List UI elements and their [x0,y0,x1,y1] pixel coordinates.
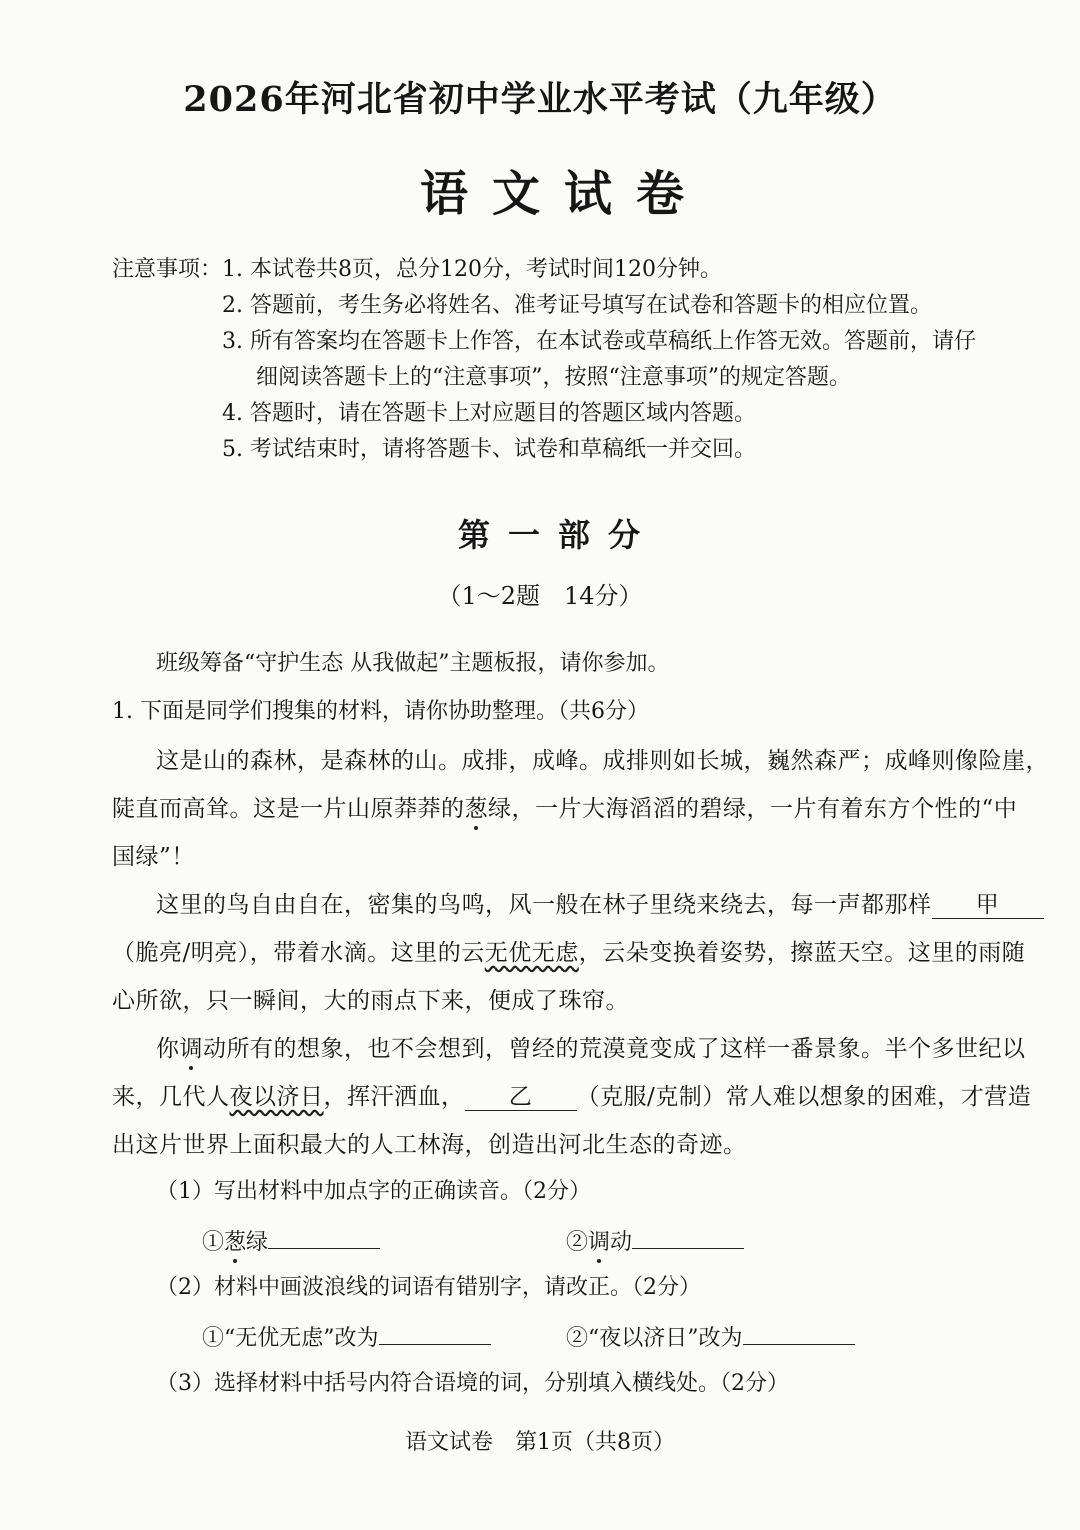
answer-blank[interactable] [743,1318,855,1345]
subquestion-2-stem: （2）材料中画波浪线的词语有错别字，请改正。（2分） [156,1275,701,1300]
blank-yi: 乙 [465,1084,577,1111]
blank-jia: 甲 [932,892,1044,919]
item-label: 绿 [246,1230,269,1255]
question-1-stem: 1. 下面是同学们搜集的材料，请你协助整理。（共6分） [112,699,649,724]
passage-line [156,1030,1026,1063]
subquestion-1-item-a [202,1222,380,1256]
item-number: ② [566,1230,589,1255]
passage-text: 绿，一片大海滔滔的碧绿，一片有着东方个性的“中 [488,796,1018,822]
dotted-char: 葱 [224,1230,247,1255]
passage-line [112,1078,1031,1111]
answer-blank[interactable] [632,1222,744,1249]
notice-item-4: 4. 答题时，请在答题卡上对应题目的答题区域内答题。 [222,401,756,426]
item-label: 动 [610,1230,633,1255]
part-title: 第一部分 [457,516,658,554]
passage-text: ，云朵变换着姿势，擦蓝天空。这里的雨随 [578,940,1026,966]
item-label: ②“夜以济日”改为 [566,1326,743,1351]
passage-line: 国绿”！ [112,844,195,870]
notice-item-3: 3. 所有答案均在答题卡上作答，在本试卷或草稿纸上作答无效。答题前，请仔 [222,329,976,354]
passage-line: 心所欲，只一瞬间，大的雨点下来，便成了珠帘。 [112,988,629,1014]
notice-label: 注意事项： [112,257,223,282]
notice-item-5: 5. 考试结束时，请将答题卡、试卷和草稿纸一并交回。 [222,437,756,462]
dotted-char: 调 [588,1230,611,1255]
item-number: ① [202,1230,225,1255]
passage-line [156,886,1044,919]
part-intro: 班级筹备“守护生态 从我做起”主题板报，请你参加。 [156,651,670,676]
notice-item-2: 2. 答题前，考生务必将姓名、准考证号填写在试卷和答题卡的相应位置。 [222,293,932,318]
page-footer: 语文试卷 第1页（共8页） [405,1430,675,1455]
notice-item-3-continued: 细阅读答题卡上的“注意事项”，按照“注意事项”的规定答题。 [256,365,851,390]
part-range: （1～2题 14分） [437,582,643,610]
dotted-char: 调 [179,1036,203,1062]
passage-line: 出这片世界上面积最大的人工林海，创造出河北生态的奇迹。 [112,1132,747,1158]
answer-blank[interactable] [379,1318,491,1345]
wavy-word: 无优无虑 [484,940,579,966]
passage-line [112,934,1025,967]
subquestion-1-item-b [566,1222,744,1256]
answer-blank[interactable] [268,1222,380,1249]
passage-text: 陡直而高耸。这是一片山原莽莽的 [112,796,465,822]
passage-text: ，挥汗洒血， [323,1084,465,1110]
subquestion-1-stem: （1）写出材料中加点字的正确读音。（2分） [156,1179,591,1204]
subquestion-3-stem: （3）选择材料中括号内符合语境的词，分别填入横线处。（2分） [156,1371,789,1396]
passage-text: 来，几代人 [112,1084,230,1110]
passage-text: 这里的鸟自由自在，密集的鸟鸣，风一般在林子里绕来绕去，每一声都那样 [156,892,932,918]
passage-text: 动所有的想象，也不会想到，曾经的荒漠竟变成了这样一番景象。半个多世纪以 [203,1036,1026,1062]
passage-text: 你 [156,1036,180,1062]
dotted-char: 葱 [464,796,488,822]
passage-text: （脆亮/明亮），带着水滴。这里的云 [112,940,485,966]
notice-item-1: 1. 本试卷共8页，总分120分，考试时间120分钟。 [222,257,722,282]
passage-text: （克服/克制）常人难以想象的困难，才营造 [576,1084,1032,1110]
exam-title: 2026年河北省初中学业水平考试（九年级） [183,79,897,120]
passage-line: 这是山的森林，是森林的山。成排，成峰。成排则如长城，巍然森严；成峰则像险崖， [156,748,1049,774]
passage-line [112,790,1017,823]
subquestion-2-item-b [566,1318,855,1352]
wavy-word: 夜以济日 [229,1084,324,1110]
exam-subtitle: 语文试卷 [419,166,708,222]
subquestion-2-item-a [202,1318,491,1352]
item-label: ①“无优无虑”改为 [202,1326,379,1351]
